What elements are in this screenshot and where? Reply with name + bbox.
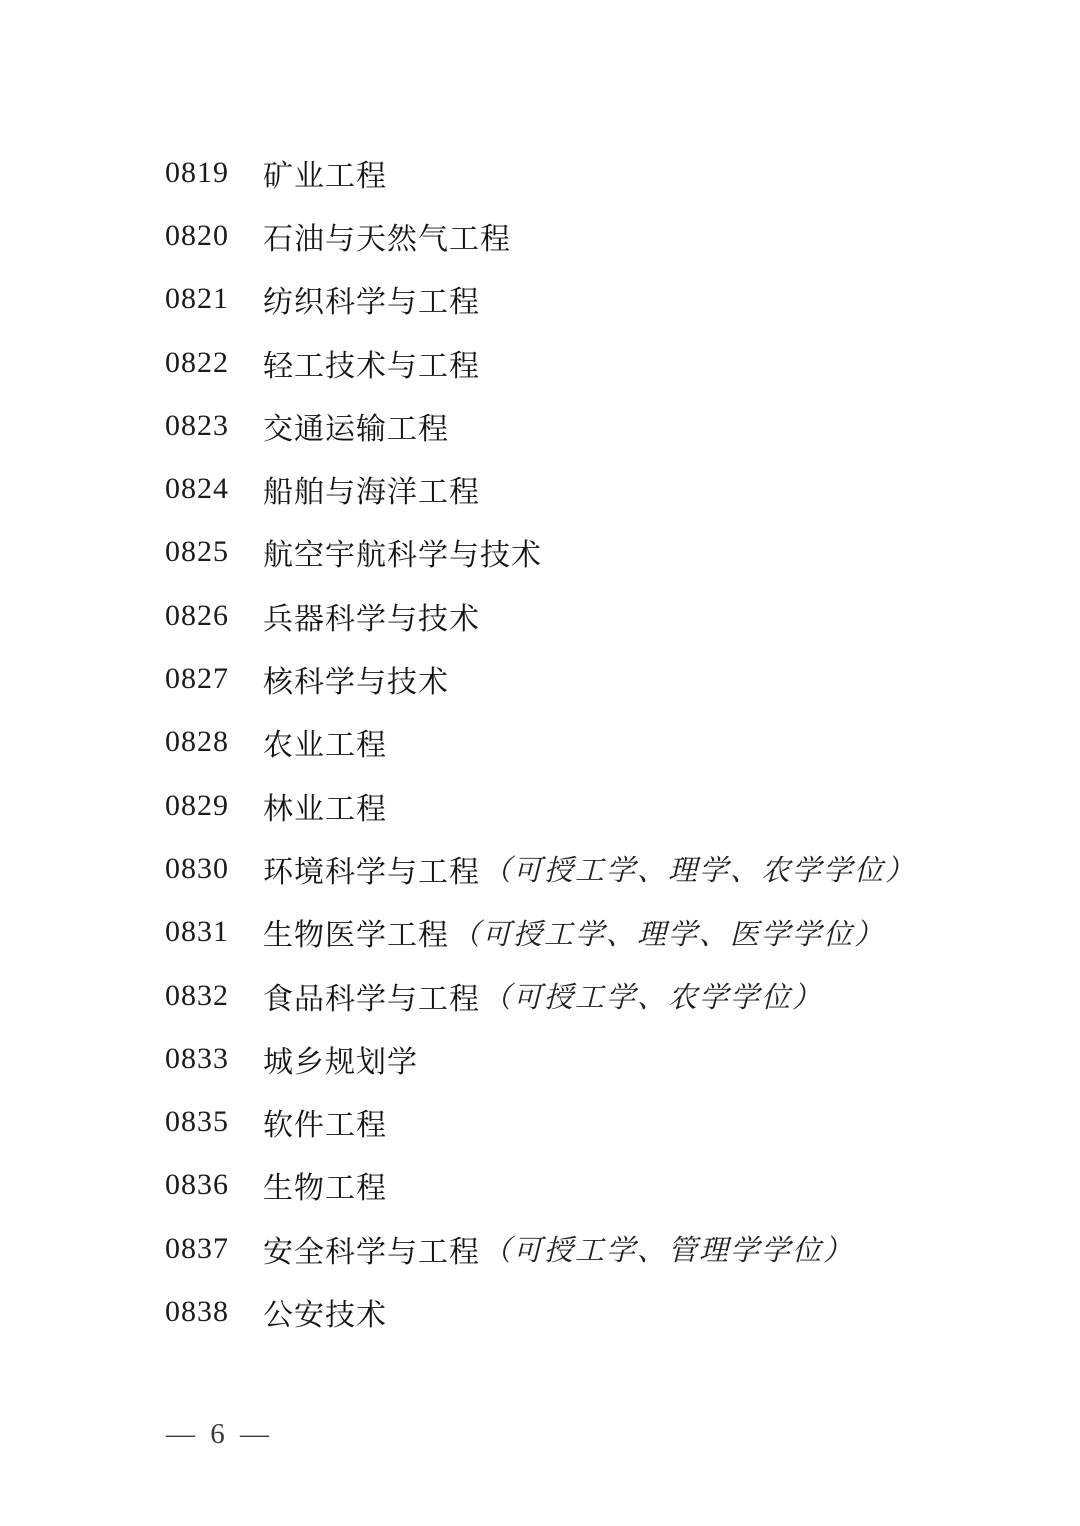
list-item (165, 1154, 1050, 1217)
discipline-code: 0827 (165, 662, 229, 696)
discipline-code: 0837 (165, 1231, 229, 1265)
list-item (165, 964, 1050, 1027)
discipline-code: 0824 (165, 472, 229, 506)
discipline-name: 林业工程 (263, 792, 387, 826)
list-item (165, 1027, 1050, 1090)
discipline-name: 核科学与技术 (263, 666, 449, 700)
degree-note: （可授工学、农学学位） (482, 982, 824, 1014)
discipline-name: 城乡规划学 (263, 1045, 418, 1079)
list-item (165, 584, 1050, 647)
page-footer (166, 1418, 273, 1451)
discipline-list (165, 141, 1050, 1344)
list-item (165, 521, 1050, 584)
discipline-name: 石油与天然气工程 (263, 222, 511, 256)
list-item (165, 837, 1050, 900)
list-item (165, 204, 1050, 267)
discipline-name: 船舶与海洋工程 (263, 476, 480, 510)
discipline-name: 矿业工程 (263, 159, 387, 193)
discipline-code: 0819 (165, 155, 229, 189)
list-item (165, 1217, 1050, 1280)
list-item (165, 141, 1050, 204)
degree-note: （可授工学、理学、农学学位） (482, 855, 917, 888)
list-item (165, 268, 1050, 331)
degree-note: （可授工学、理学、医学学位） (451, 918, 886, 951)
list-item (165, 394, 1050, 457)
discipline-code: 0826 (165, 598, 229, 632)
discipline-code: 0831 (165, 915, 229, 949)
discipline-code: 0830 (165, 851, 229, 885)
discipline-name: 兵器科学与技术 (263, 602, 480, 636)
discipline-name: 软件工程 (263, 1109, 387, 1143)
discipline-name: 交通运输工程 (263, 412, 449, 446)
discipline-name: 农业工程 (263, 729, 387, 763)
discipline-name: 食品科学与工程 (263, 982, 480, 1016)
list-item (165, 774, 1050, 837)
list-item (165, 1090, 1050, 1153)
discipline-name: 生物工程 (263, 1172, 387, 1206)
discipline-code: 0835 (165, 1105, 229, 1139)
discipline-name: 安全科学与工程 (263, 1235, 480, 1269)
discipline-name: 轻工技术与工程 (263, 349, 480, 383)
discipline-code: 0832 (165, 978, 229, 1012)
list-item (165, 711, 1050, 774)
discipline-code: 0829 (165, 788, 229, 822)
discipline-code: 0821 (165, 282, 229, 316)
discipline-name: 公安技术 (263, 1298, 387, 1332)
list-item (165, 647, 1050, 710)
discipline-name: 纺织科学与工程 (263, 286, 480, 320)
discipline-code: 0820 (165, 218, 229, 252)
list-item (165, 457, 1050, 520)
discipline-code: 0838 (165, 1294, 229, 1328)
degree-note: （可授工学、管理学学位） (482, 1235, 855, 1268)
discipline-name: 环境科学与工程 (263, 855, 480, 889)
discipline-code: 0833 (165, 1041, 229, 1075)
list-item (165, 901, 1050, 964)
discipline-code: 0822 (165, 345, 229, 379)
discipline-code: 0828 (165, 725, 229, 759)
discipline-code: 0823 (165, 408, 229, 442)
discipline-code: 0825 (165, 535, 229, 569)
list-item (165, 1280, 1050, 1343)
discipline-code: 0836 (165, 1168, 229, 1202)
discipline-name: 航空宇航科学与技术 (263, 539, 542, 573)
discipline-name: 生物医学工程 (263, 919, 449, 953)
page-number: — 6 — (166, 1418, 273, 1450)
list-item (165, 331, 1050, 394)
